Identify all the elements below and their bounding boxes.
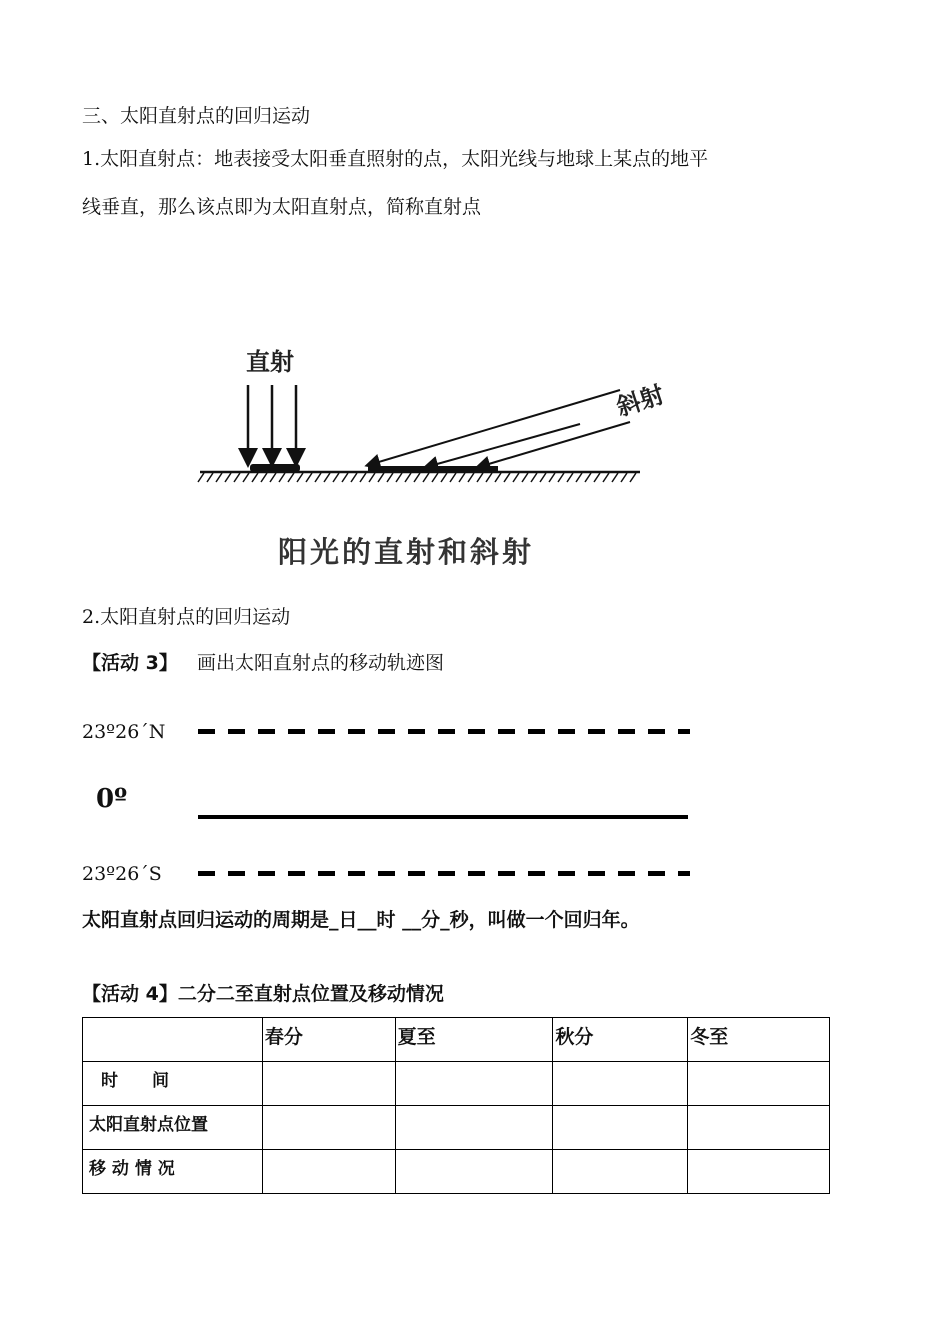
oblique-ray-3 [482,422,630,466]
table-header-row [83,1018,830,1062]
table-cell[interactable] [262,1150,395,1194]
definition-line-2: 线垂直，那么该点即为太阳直射点，简称直射点 [82,196,482,218]
activity-3-text: 画出太阳直射点的移动轨迹图 [196,652,444,674]
table-cell[interactable] [395,1150,553,1194]
row-label-position: 太阳直射点位置 [83,1106,263,1150]
table-cell[interactable] [688,1150,830,1194]
table-cell[interactable] [262,1106,395,1150]
table-cell[interactable] [553,1150,688,1194]
tropic-of-cancer-line [198,729,690,734]
section-heading: 三、太阳直射点的回归运动 [82,105,311,127]
oblique-label: 斜射 [613,380,668,422]
table-cell[interactable] [395,1106,553,1150]
row-label-movement: 移 动 情 况 [83,1150,263,1194]
direct-label: 直射 [246,348,294,376]
table-cell[interactable] [553,1062,688,1106]
figure-caption: 阳光的直射和斜射 [278,535,535,569]
table-header-summer-solstice: 夏至 [395,1018,553,1062]
equator-line [198,815,688,819]
row-label-time: 时 间 [83,1062,263,1106]
table-cell[interactable] [688,1062,830,1106]
definition-line-1: 1.太阳直射点：地表接受太阳垂直照射的点，太阳光线与地球上某点的地平 [82,148,709,170]
activity-3-line [82,648,444,675]
latitude-south-label: 23º26´S [82,863,162,885]
table-cell[interactable] [688,1106,830,1150]
activity-4-title: 【活动 4】二分二至直射点位置及移动情况 [82,983,444,1005]
table-header-cell [83,1018,263,1062]
oblique-lit-area [368,466,498,471]
tropic-of-capricorn-line [198,871,690,876]
sunlight-figure [190,330,668,580]
table-header-spring-equinox: 春分 [262,1018,395,1062]
oblique-ray-1 [372,390,620,464]
table-row [83,1150,830,1194]
ground-hatching [198,473,636,482]
table-cell[interactable] [262,1062,395,1106]
period-sentence: 太阳直射点回归运动的周期是_日__时 __分_秒，叫做一个回归年。 [82,909,640,931]
latitude-north-label: 23º26´N [82,721,166,743]
table-cell[interactable] [395,1062,553,1106]
solstice-equinox-table [82,1017,830,1194]
sub-heading: 2.太阳直射点的回归运动 [82,606,291,628]
equator-label: 0º [96,784,128,814]
table-cell[interactable] [553,1106,688,1150]
activity-3-tag: 【活动 3】 [82,652,178,674]
table-header-autumn-equinox: 秋分 [553,1018,688,1062]
table-header-winter-solstice: 冬至 [688,1018,830,1062]
table-row [83,1106,830,1150]
table-row [83,1062,830,1106]
